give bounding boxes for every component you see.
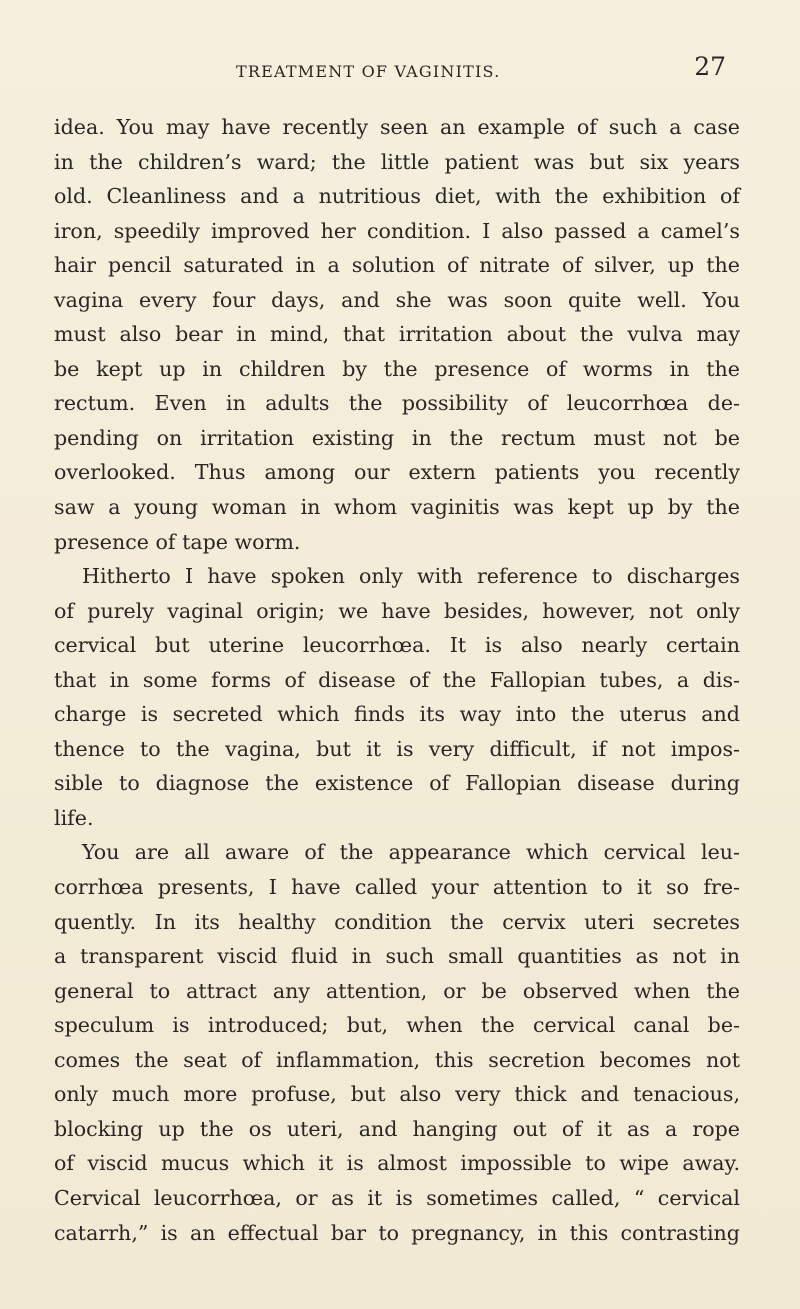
running-title: TREATMENT OF VAGINITIS. (236, 62, 501, 81)
text-line: old. Cleanliness and a nutritious diet, with the exhibition of (54, 184, 740, 209)
text-line: general to attract any attention, or be observed when the (54, 978, 740, 1003)
text-line: rectum. Even in adults the possibility of leucorrhœa de- (54, 391, 740, 416)
text-line: speculum is introduced; but, when the cervical canal be- (54, 1013, 740, 1038)
text-line: that in some forms of disease of the Fallopian tubes, a dis- (54, 667, 740, 692)
text-line: pending on irritation existing in the rectum must not be (54, 425, 740, 450)
text-line: life. (54, 805, 94, 830)
text-line: only much more profuse, but also very thick and tenacious, (54, 1082, 740, 1107)
text-line: of viscid mucus which it is almost impossible to wipe away. (54, 1151, 740, 1176)
text-line: thence to the vagina, but it is very difficult, if not impos- (54, 736, 740, 761)
text-line: comes the seat of inflammation, this secretion becomes not (54, 1047, 740, 1072)
text-line: presence of tape worm. (54, 529, 301, 554)
text-line: cervical but uterine leucorrhœa. It is also nearly certain (54, 633, 740, 658)
text-line: corrhœa presents, I have called your attention to it so fre- (54, 875, 740, 900)
text-line: must also bear in mind, that irritation about the vulva may (54, 322, 740, 347)
text-line: saw a young woman in whom vaginitis was kept up by the (54, 495, 740, 520)
text-line: sible to diagnose the existence of Fallopian disease during (54, 771, 740, 796)
text-line: overlooked. Thus among our extern patients you recently (54, 460, 740, 485)
text-line: vagina every four days, and she was soon quite well. You (54, 287, 740, 312)
text-line: Cervical leucorrhœa, or as it is sometimes called, “ cervical (54, 1185, 740, 1210)
text-line: blocking up the os uteri, and hanging out of it as a rope (54, 1116, 740, 1141)
text-line: in the children’s ward; the little patient was but six years (54, 149, 740, 174)
page-number: 27 (694, 52, 726, 81)
text-line: hair pencil saturated in a solution of nitrate of silver, up the (54, 253, 740, 278)
paragraph-first-line: You are all aware of the appearance which cervical leu- (82, 840, 740, 865)
text-line: idea. You may have recently seen an example of such a case (54, 115, 740, 139)
text-line: quently. In its healthy condition the cervix uteri secretes (54, 909, 740, 934)
body-text (54, 110, 740, 1250)
text-line: be kept up in children by the presence of worms in the (54, 356, 740, 381)
page-header (148, 52, 760, 88)
text-line: iron, speedily improved her condition. I also passed a camel’s (54, 218, 740, 243)
text-line: charge is secreted which finds its way into the uterus and (54, 702, 740, 727)
text-line: of purely vaginal origin; we have besides, however, not only (54, 598, 740, 623)
text-line: catarrh,” is an effectual bar to pregnancy, in this contrasting (54, 1220, 740, 1245)
text-line: a transparent viscid fluid in such small quantities as not in (54, 944, 740, 969)
paragraph-first-line: Hitherto I have spoken only with reference to discharges (82, 564, 740, 589)
